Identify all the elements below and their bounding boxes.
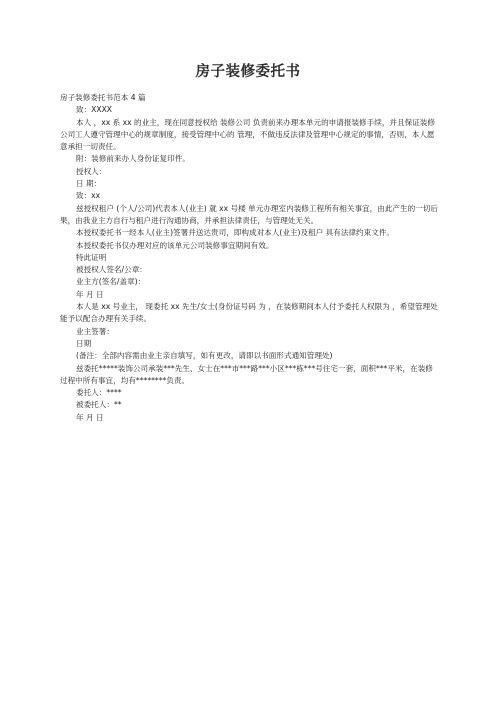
paragraph: 兹授权租户 (个人/公司)代表本人(业主) 就 xx 号楼 单元办理室内装修工程所有相关事宜，由此产生的一切后果，由我业主方自行与租户进行沟通协商，并承担法律责任，与管理处无关。 (60, 203, 438, 225)
authorizer-field: 授权人： (76, 166, 107, 176)
attachment-note: 附：装修前来办人身份证复印件。 (76, 154, 190, 164)
paragraph: 本人是 xx 号业主， 现委托 xx 先生/女士(身份证号码 为 ，在装修期间本人付予委托人权限为 ，希望管理处能予以配合办理有关手续。 (60, 302, 438, 324)
paragraph: 本授权委托书一经本人(业主)签署并送达贵司，即构成对本人(业主)及租户 具有法律约束文件。 (76, 228, 395, 238)
principal-field: 委托人：**** (76, 388, 122, 398)
date-field: 年 月 日 (76, 289, 104, 299)
date-field: 日期 (76, 338, 92, 348)
date-field: 日 期： (76, 179, 102, 189)
paragraph: 本人 ，xx 系 xx 的业主，现在同意授权给 装修公司 负责前来办理本单元的申请报装修手续，并且保证装修公司工人遵守管理中心的规章制度，接受管理中心的 管理，不做违反法律及管理中心规定的事情，否则，本人愿意承担一切责任。 (60, 117, 435, 152)
certification-line: 特此证明 (76, 252, 107, 262)
document-body (60, 92, 438, 424)
authorized-signature-field: 被授权人签名/公章： (76, 265, 147, 275)
agent-field: 被委托人：** (76, 400, 122, 410)
date-field: 年 月 日 (76, 412, 104, 422)
salutation-line: 致：xx (76, 191, 101, 201)
document-subtitle: 房子装修委托书范本 4 篇 (60, 93, 146, 102)
remark-line: (备注：全部内容需由业主亲自填写，如有更改，请即以书面形式通知管理处) (76, 351, 333, 361)
paragraph: 兹委托*****装饰公司承装***先生、女士在***市***路***小区***栋***号住宅一套，面积***平米，在装修过程中所有事宜，均有********负责。 (60, 363, 433, 385)
paragraph: 本授权委托书仅办理对应的该单元公司装修事宜期间有效。 (76, 240, 274, 250)
salutation-line: 致：XXXX (76, 105, 112, 115)
owner-signature-field: 业主方(签名/盖章)： (76, 277, 146, 287)
owner-signature-field: 业主签署： (76, 326, 114, 336)
document-title: 房子装修委托书 (195, 64, 301, 80)
